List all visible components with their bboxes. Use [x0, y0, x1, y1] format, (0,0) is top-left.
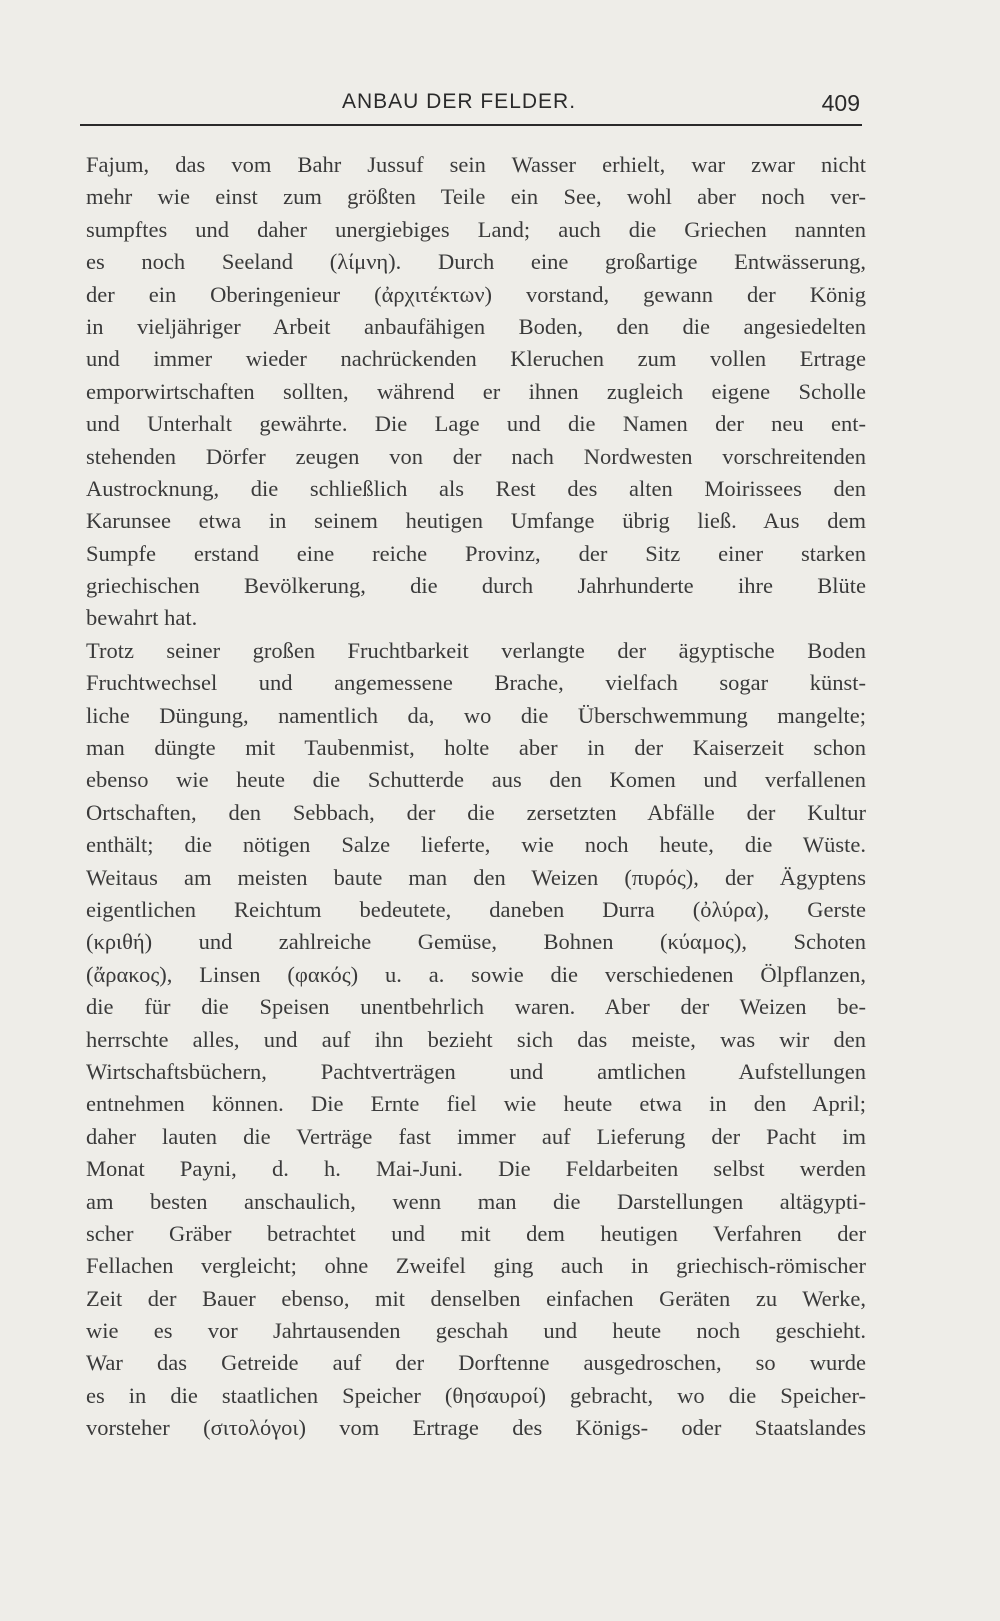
text-line: es in die staatlichen Speicher (θησαυροί) gebracht, wo die Speicher-: [86, 1382, 866, 1408]
text-line: bewahrt hat.: [86, 605, 198, 631]
text-line: ebenso wie heute die Schutterde aus den Komen und verfallenen: [86, 767, 866, 793]
text-line: enthält; die nötigen Salze lieferte, wie noch heute, die Wüste.: [86, 832, 866, 858]
text-line: der ein Oberingenieur (ἀρχιτέκτων) vorstand, gewann der König: [86, 281, 866, 307]
text-line: (ἄρακος), Linsen (φακός) u. a. sowie die verschiedenen Ölpflanzen,: [86, 961, 866, 987]
text-line: herrschte alles, und auf ihn bezieht sich das meiste, was wir den: [86, 1026, 866, 1052]
text-line: Austrocknung, die schließlich als Rest des alten Moirissees den: [86, 475, 866, 501]
text-line: eigentlichen Reichtum bedeutete, daneben Durra (ὀλύρα), Gerste: [86, 896, 866, 922]
text-line: Zeit der Bauer ebenso, mit denselben einfachen Geräten zu Werke,: [86, 1285, 866, 1311]
text-line: und immer wieder nachrückenden Kleruchen zum vollen Ertrage: [86, 346, 866, 372]
text-line: Weitaus am meisten baute man den Weizen (πυρός), der Ägyptens: [86, 864, 866, 890]
text-line: (κριθή) und zahlreiche Gemüse, Bohnen (κύαμος), Schoten: [86, 929, 866, 955]
text-line: stehenden Dörfer zeugen von der nach Nordwesten vorschreitenden: [86, 443, 866, 469]
page-header: [80, 88, 862, 126]
text-line: und Unterhalt gewährte. Die Lage und die Namen der neu ent-: [86, 411, 866, 437]
text-line: man düngte mit Taubenmist, holte aber in der Kaiserzeit schon: [86, 735, 866, 761]
text-line: Trotz seiner großen Fruchtbarkeit verlangte der ägyptische Boden: [86, 637, 866, 663]
text-line: sumpftes und daher unergiebiges Land; auch die Griechen nannten: [86, 216, 866, 242]
text-line: die für die Speisen unentbehrlich waren. Aber der Weizen be-: [86, 994, 866, 1020]
body-text: [86, 149, 866, 1445]
running-title: ANBAU DER FELDER.: [342, 90, 577, 113]
text-line: entnehmen können. Die Ernte fiel wie heute etwa in den April;: [86, 1091, 866, 1117]
text-line: Fajum, das vom Bahr Jussuf sein Wasser erhielt, war zwar nicht: [86, 152, 866, 177]
text-line: mehr wie einst zum größten Teile ein See, wohl aber noch ver-: [86, 184, 866, 210]
text-line: es noch Seeland (λίμνη). Durch eine großartige Entwässerung,: [86, 249, 866, 275]
text-line: vorsteher (σιτολόγοι) vom Ertrage des Königs- oder Staatslandes: [86, 1415, 866, 1441]
text-line: Wirtschaftsbüchern, Pachtverträgen und amtlichen Aufstellungen: [86, 1058, 866, 1084]
text-line: am besten anschaulich, wenn man die Darstellungen altägypti-: [86, 1188, 866, 1214]
text-line: Fruchtwechsel und angemessene Brache, vielfach sogar künst-: [86, 670, 866, 696]
text-line: wie es vor Jahrtausenden geschah und heute noch geschieht.: [86, 1318, 866, 1344]
text-line: Sumpfe erstand eine reiche Provinz, der Sitz einer starken: [86, 540, 866, 566]
text-line: in vieljähriger Arbeit anbaufähigen Boden, den die angesiedelten: [86, 313, 866, 339]
text-line: Karunsee etwa in seinem heutigen Umfange übrig ließ. Aus dem: [86, 508, 866, 534]
text-line: liche Düngung, namentlich da, wo die Überschwemmung mangelte;: [86, 702, 866, 728]
text-line: emporwirtschaften sollten, während er ihnen zugleich eigene Scholle: [86, 378, 866, 404]
text-line: griechischen Bevölkerung, die durch Jahrhunderte ihre Blüte: [86, 573, 866, 599]
text-line: Fellachen vergleicht; ohne Zweifel ging auch in griechisch-römischer: [86, 1253, 866, 1279]
text-line: daher lauten die Verträge fast immer auf Lieferung der Pacht im: [86, 1123, 866, 1149]
text-line: Ortschaften, den Sebbach, der die zersetzten Abfälle der Kultur: [86, 799, 866, 825]
page-number: 409: [821, 90, 860, 116]
text-line: War das Getreide auf der Dorftenne ausgedroschen, so wurde: [86, 1350, 866, 1376]
text-line: scher Gräber betrachtet und mit dem heutigen Verfahren der: [86, 1220, 866, 1246]
text-line: Monat Payni, d. h. Mai-Juni. Die Feldarbeiten selbst werden: [86, 1156, 866, 1182]
